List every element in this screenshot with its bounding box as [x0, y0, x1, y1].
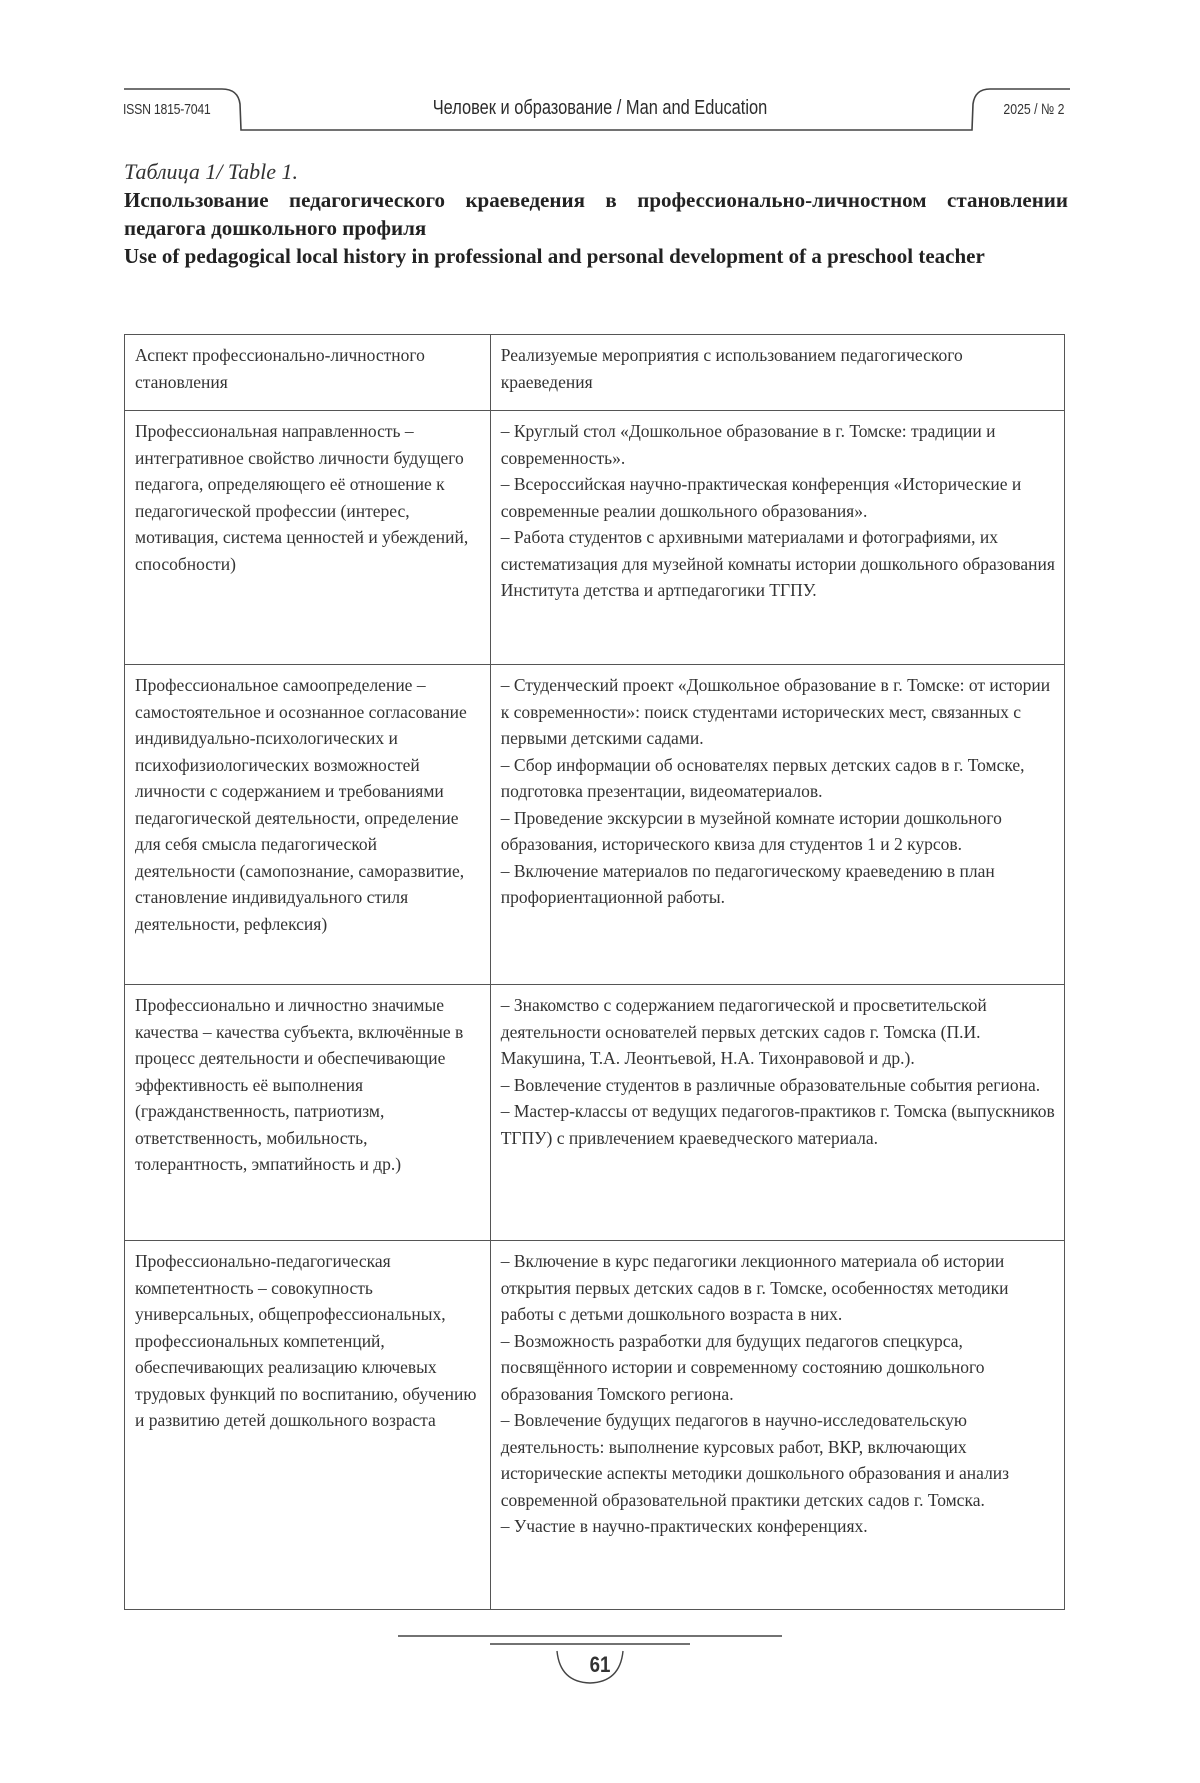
activity-item: – Включение материалов по педагогическому краеведению в план профориентационной работы.	[500, 860, 1000, 907]
activity-item: – Включение в курс педагогики лекционного материала об истории открытия первых детских садов в г. Томске, особенностях методики работы с детьми дошкольного возраста в них.	[500, 1251, 1013, 1324]
activities-cell	[490, 665, 1064, 985]
table-row	[125, 1241, 1065, 1610]
activity-item: – Всероссийская научно-практическая конференция «Исторические и современные реалии дошкольного образования».	[500, 474, 1026, 521]
table-caption	[124, 158, 1068, 270]
header-aspect: Аспект профессионально-личностного становления	[125, 335, 491, 411]
activity-item: – Знакомство с содержанием педагогической и просветительской деятельности основателей первых детских садов г. Томска (П.И. Макушина, Т.А. Леонтьевой, Н.А. Тихонравовой и др.).	[500, 995, 992, 1068]
activity-item: – Вовлечение будущих педагогов в научно-исследовательскую деятельность: выполнение курсовых работ, ВКР, включающих исторические аспекты методики дошкольного образования и анализ современной образовательной практики детских садов г. Томска.	[500, 1410, 1014, 1510]
header-activities: Реализуемые мероприятия с использованием педагогического краеведения	[490, 335, 1064, 411]
journal-title: Человек и образование / Man and Education	[432, 97, 768, 119]
table-title-en: Use of pedagogical local history in professional and personal development of a preschool teacher	[124, 244, 985, 268]
aspect-cell: Профессиональная направленность – интегративное свойство личности будущего педагога, определяющего её отношение к педагогической профессии (интерес, мотивация, система ценностей и убеждений, способности)	[125, 411, 491, 665]
issn: ISSN 1815-7041	[123, 101, 211, 118]
page-number: 61	[589, 1652, 611, 1677]
data-table	[124, 334, 1065, 1610]
activity-item: – Возможность разработки для будущих педагогов спецкурса, посвящённого истории и современному состоянию дошкольного образования Томского региона.	[500, 1330, 989, 1404]
activities-cell	[490, 985, 1064, 1241]
activities-cell	[490, 1241, 1064, 1610]
table-title-ru: Использование педагогического краеведения в профессионально-личностном становлении педагога дошкольного профиля	[124, 188, 1068, 240]
activity-item: – Работа студентов с архивными материалами и фотографиями, их систематизация для музейной комнаты истории дошкольного образования Института детства и артпедагогики ТГПУ.	[500, 527, 1060, 600]
table-row	[125, 665, 1065, 985]
activity-item: – Круглый стол «Дошкольное образование в г. Томске: традиции и современность».	[500, 421, 1000, 468]
activity-item: – Вовлечение студентов в различные образовательные события региона.	[500, 1074, 1041, 1095]
issue-number: 2025 / № 2	[1002, 101, 1064, 118]
table-label: Таблица 1/ Table 1.	[124, 159, 299, 184]
activity-item: – Участие в научно-практических конференциях.	[500, 1516, 868, 1536]
activity-item: – Проведение экскурсии в музейной комнате истории дошкольного образования, исторического квиза для студентов 1 и 2 курсов.	[500, 807, 1007, 854]
table-header-row	[125, 335, 1065, 411]
aspect-cell: Профессионально и личностно значимые качества – качества субъекта, включённые в процесс деятельности и обеспечивающие эффективность её выполнения (гражданственность, патриотизм, ответственность, мобильность, толерантность, эмпатийность и др.)	[125, 985, 491, 1241]
running-head	[0, 0, 1200, 140]
activity-item: – Сбор информации об основателях первых детских садов в г. Томске, подготовка презентации, видеоматериалов.	[500, 754, 1029, 801]
table-row	[125, 411, 1065, 665]
activity-item: – Мастер-классы от ведущих педагогов-практиков г. Томска (выпускников ТГПУ) с привлечением краеведческого материала.	[500, 1101, 1060, 1148]
aspect-cell: Профессиональное самоопределение – самостоятельное и осознанное согласование индивидуально-психологических и психофизиологических возможностей личности с содержанием и требованиями педагогической деятельности, определение для себя смысла педагогической деятельности (самопознание, саморазвитие, становление индивидуального стиля деятельности, рефлексия)	[125, 665, 491, 985]
activity-item: – Студенческий проект «Дошкольное образование в г. Томске: от истории к современности»: поиск студентами исторических мест, связанных с первыми детскими садами.	[500, 675, 1055, 748]
table-row	[125, 985, 1065, 1241]
activities-cell	[490, 411, 1064, 665]
aspect-cell: Профессионально-педагогическая компетентность – совокупность универсальных, общепрофессиональных, профессиональных компетенций, обеспечивающих реализацию ключевых трудовых функций по воспитанию, обучению и развитию детей дошкольного возраста	[125, 1241, 491, 1610]
